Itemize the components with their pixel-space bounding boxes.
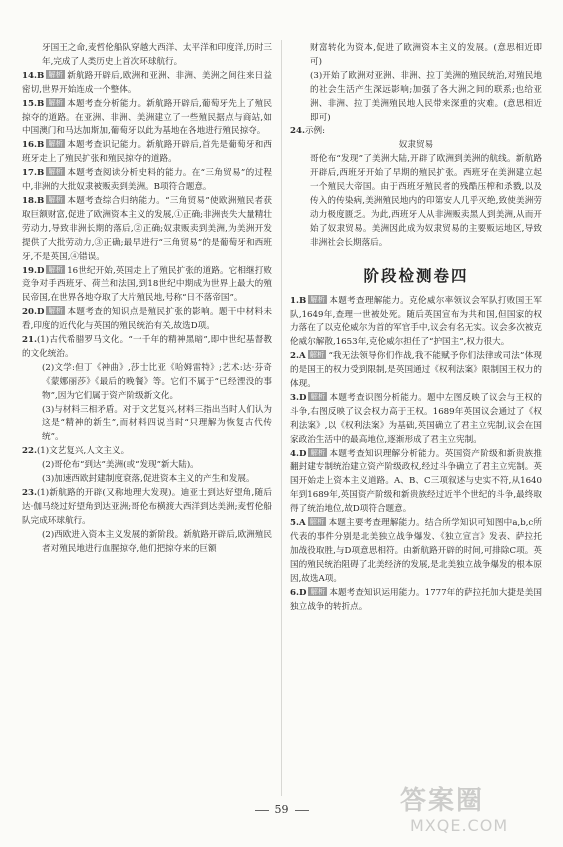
item-number: 24. [290,126,305,137]
item-text: 本题考查的知识点是殖民扩张的影响。题干中材料未看,印度的近代化与英国的殖民统治有关,故选D项。 [22,307,272,332]
item-number: 5.A [290,518,306,529]
item-number: 1.B [290,295,307,306]
answer-item [22,334,272,362]
item-text: 哥伦布“发现”了美洲大陆,开辟了欧洲到美洲的航线。新航路开辟后,西班牙开始了早期的殖民扩张。西班牙在美洲建立起一个殖民大帝国。由于西班牙殖民者的残酷压榨和杀戮,以及传入的传染病,美洲殖民地内的印第安人几乎灭绝,致使美洲劳动力极度匮乏。为此,西班牙人从非洲贩卖黑人到美洲,从而开始了奴隶贸易。美洲因此成为奴隶贸易的主要贩运地区,导致非洲社会长期落后。 [310,154,542,248]
item-text: 本题考查分析能力。新航路开辟后,葡萄牙先上了殖民掠夺的道路。在亚洲、非洲、美洲建立了一些殖民据点与商站,如中国澳门和马达加斯加,葡萄牙以此为基地在各地进行殖民掠夺。 [22,98,272,137]
item-text: (1)古代希腊罗马文化。“一千年的精神黑暗”,即中世纪基督教的文化统治。 [22,335,272,359]
analysis-tag: 解析 [310,391,326,401]
answer-item [22,404,272,446]
answer-item [22,529,272,557]
analysis-tag: 解析 [310,447,326,457]
item-number: 16.B [22,140,45,151]
analysis-tag: 解析 [310,586,326,596]
answer-item [290,70,542,126]
answer-item [22,487,272,529]
column-divider [281,40,282,796]
item-number: 15.B [22,98,45,109]
answer-item [22,265,272,307]
answer-item [22,98,272,140]
item-text: “我无法领导你们作战,我不能赋予你们法律或司法”体现的是国王的权力受到限制,是英国通过《权利法案》限制国王权力的体现。 [290,351,542,390]
watermark-text-main: 答案圈 [400,786,485,816]
item-text: (3)加速西欧封建制度衰落,促进资本主义的产生和发展。 [42,474,255,485]
answer-item [22,139,272,167]
item-text: 财富转化为资本,促进了欧洲资本主义的发展。(意思相近即可) [310,43,542,67]
item-number: 23. [22,488,37,498]
page-number: 59 [274,803,289,816]
analysis-tag: 解析 [48,264,64,274]
item-text: 本题考查知识理解分析能力。英国资产阶级和新贵族推翻封建专制统治建立资产阶级政权,经过斗争确立了君主立宪制。英国开始走上资本主义道路。A、B、C三项叙述与史实不符,从1640年到1689年,英国资产阶级和新贵族经过近半个世纪的斗争,最终取得了统治地位,故D项符合题意。 [290,448,542,515]
item-text: 本题主要考查理解能力。结合所学知识可知图中a,b,c所代表的事件分别是北美独立战争爆发、《独立宣言》发表、萨拉托加战役取胜,与D项意思相符。由新航路开辟的时间,可排除C项。英国的殖民统治阻碍了北美经济的发展,是北美独立战争爆发的根本原因,故选A项。 [290,518,542,584]
item-text: 示例: [304,126,326,137]
answer-item [22,473,272,487]
answer-item [290,517,542,587]
analysis-tag: 解析 [309,350,325,360]
item-text: (1)新航路的开辟(又称地理大发现)。迪亚士到达好望角,随后达·伽马绕过好望角到达亚洲;哥伦布横渡大西洋到达美洲;麦哲伦船队完成环球航行。 [22,488,272,526]
answer-item [22,70,272,98]
answer-item [290,125,542,139]
answer-item [290,295,542,351]
item-number: 18.B [22,195,45,206]
item-text: 本题考查识图分析能力。题中左图反映了议会与王权的斗争,右图反映了议会权力高于王权。1689年英国议会通过了《权利法案》,以《权利法案》为基础,英国确立了君主立宪制,议会在国家政治生活中的最高地位,逐渐形成了君主立宪制。 [290,392,542,445]
item-number: 20.D [22,307,45,318]
item-text: (2)哥伦布“到达”美洲(或“发现”新大陆)。 [42,460,199,471]
item-text: (2)文学:但丁《神曲》,莎士比亚《哈姆雷特》;艺术:达·芬奇《蒙娜丽莎》《最后的晚餐》等。它们不属于“已经湮没的事物”,因为它们属于资产阶级新文化。 [42,362,272,401]
item-subheading: 奴隶贸易 [398,140,434,151]
item-number: 22. [22,446,37,457]
item-text: (3)与材料三相矛盾。对于文艺复兴,材料三指出当时人们认为这是“精神的新生”,而材料四说当时“只理解为恢复古代传统”。 [42,404,272,443]
right-column [290,42,542,614]
item-text: (1)文艺复兴,人文主义。 [36,446,130,457]
answer-item [22,459,272,473]
answer-item [22,195,272,265]
analysis-tag: 解析 [48,167,64,177]
analysis-tag: 解析 [310,294,326,304]
answer-item [290,448,542,518]
answer-item [22,445,272,459]
analysis-tag: 解析 [48,194,64,204]
item-number: 17.B [22,168,45,179]
item-text: 16世纪开始,英国走上了殖民扩张的道路。它相继打败竞争对手西班牙、荷兰和法国,到18世纪中期成为世界上最大的殖民帝国,在世界各地夺取了大片殖民地,号称“日不落帝国”。 [22,265,272,304]
analysis-tag: 解析 [48,306,64,316]
answer-item [290,587,542,615]
item-text: 本题考查阅读分析史料的能力。在“三角贸易”的过程中,非洲的大批奴隶被贩卖到美洲。B项符合题意。 [22,168,272,193]
item-text: 本题考查识记能力。新航路开辟后,首先是葡萄牙和西班牙走上了殖民扩张和殖民掠夺的道路。 [22,140,272,165]
left-column [22,42,272,557]
watermark-logo [400,780,550,840]
item-text: 本题考查综合归纳能力。“三角贸易”使欧洲殖民者获取巨额财富,促进了欧洲资本主义的发展,①正确;非洲丧失大量精壮劳动力,导致非洲长期的落后,②正确;奴隶贩卖到美洲,为美洲开发提供了大批劳动力,③正确;最早进行“三角贸易”的是葡萄牙和西班牙,不是英国,④错误。 [22,195,272,262]
item-number: 3.D [290,392,307,403]
item-number: 6.D [290,587,307,598]
item-number: 21. [22,335,37,346]
footer-dash-right [295,810,309,811]
item-text: 新航路开辟后,欧洲和亚洲、非洲、美洲之间往来日益密切,世界开始连成一个整体。 [22,70,272,95]
item-text: 牙国王之命,麦哲伦船队穿越大西洋、太平洋和印度洋,历时三年,完成了人类历史上首次环球航行。 [42,43,272,67]
footer-dash-left [255,810,269,811]
analysis-tag: 解析 [48,69,64,79]
analysis-tag: 解析 [48,97,64,107]
item-text: 本题考查知识运用能力。1777年的萨拉托加大捷是美国独立战争的转折点。 [290,587,542,612]
section-title: 阶段检测卷四 [363,265,469,285]
item-number: 14.B [22,70,45,81]
answer-item [22,306,272,334]
item-number: 2.A [290,351,306,362]
item-text: 本题考查理解能力。克伦威尔率领议会军队打败国王军队,1649年,查理一世被处死。随后英国宣布为共和国,但国家的权力落在了以克伦威尔为首的军官手中,议会有名无实。议会多次被克伦威尔解散,1653年,克伦威尔担任了“护国主”,权力很大。 [290,295,542,348]
right-column-top [290,42,542,251]
answer-item [290,392,542,448]
answer-item [290,42,542,70]
answer-item [22,362,272,404]
item-number: 19.D [22,265,45,276]
item-number: 4.D [290,448,307,459]
watermark-text-url: MXQE.COM [410,816,509,835]
answer-item [22,42,272,70]
answer-item [290,350,542,392]
item-text: (2)西欧进入资本主义发展的新阶段。新航路开辟后,欧洲殖民者对殖民地进行血腥掠夺,他们把掠夺来的巨额 [42,529,272,554]
item-text: (3)开始了欧洲对亚洲、非洲、拉丁美洲的殖民统治,对殖民地的社会生活产生深远影响;加强了各大洲之间的联系;也给亚洲、非洲、拉丁美洲殖民地人民带来深重的灾难。(意思相近即可) [310,70,542,123]
analysis-tag: 解析 [48,139,64,149]
right-column-bottom [290,295,542,615]
answer-item [290,153,542,250]
analysis-tag: 解析 [309,517,325,527]
answer-item [22,167,272,195]
